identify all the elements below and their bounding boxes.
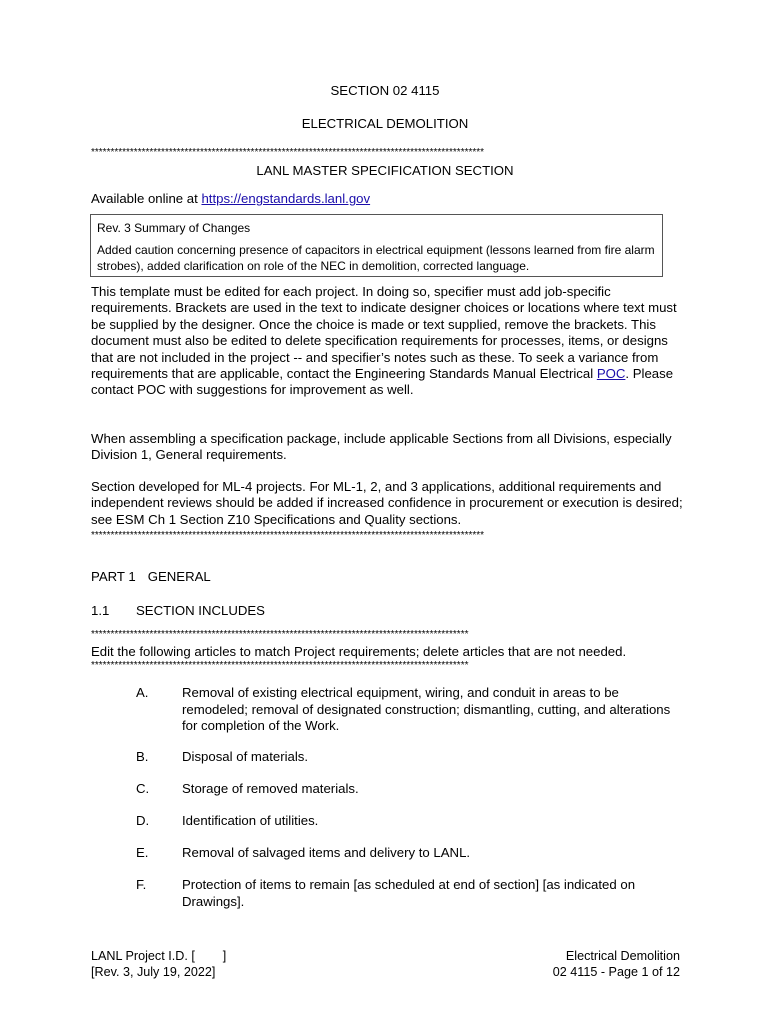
changes-box-title: Rev. 3 Summary of Changes <box>97 221 251 235</box>
separator-stars-top: ***************************************************************************************************** <box>91 148 485 158</box>
intro-paragraph-2: When assembling a specification package, include applicable Sections from all Divisions, especially Division 1, General requirements. <box>91 431 672 463</box>
available-online <box>91 191 370 206</box>
poc-link[interactable]: POC <box>596 366 626 382</box>
item-letter: B. <box>136 749 149 764</box>
available-prefix: Available online at <box>91 191 202 206</box>
section-number: SECTION 02 4115 <box>330 83 440 98</box>
item-text: Storage of removed materials. <box>182 781 359 796</box>
separator-stars-article: ************************************************************************************************* <box>91 630 469 640</box>
intro-p1-text-end: . Please contact POC with suggestions for improvement as well. <box>91 366 674 398</box>
item-letter: F. <box>136 877 147 892</box>
part-title: GENERAL <box>147 569 211 584</box>
item-text: Removal of salvaged items and delivery to LANL. <box>182 845 471 860</box>
footer-right <box>553 948 680 980</box>
part-label: PART 1 <box>91 569 136 584</box>
article-number: 1.1 <box>91 603 110 618</box>
intro-paragraph-1 <box>91 284 691 399</box>
footer-section-name: Electrical Demolition <box>565 949 680 963</box>
item-letter: A. <box>136 685 149 700</box>
master-spec-title: LANL MASTER SPECIFICATION SECTION <box>256 163 514 178</box>
part-1-heading <box>91 569 211 584</box>
changes-box-text: Added caution concerning presence of capacitors in electrical equipment (lessons learned from fire alarm strobes), added clarification on role of the NEC in demolition, corrected language. <box>97 243 655 273</box>
item-letter: E. <box>136 845 149 860</box>
item-letter: C. <box>136 781 150 796</box>
article-title: SECTION INCLUDES <box>136 603 265 618</box>
section-title: ELECTRICAL DEMOLITION <box>301 116 469 131</box>
separator-stars-article-end: ************************************************************************************************* <box>91 661 469 671</box>
footer-revision: [Rev. 3, July 19, 2022] <box>91 965 216 979</box>
engstandards-link[interactable]: https://engstandards.lanl.gov <box>201 191 371 206</box>
item-text: Protection of items to remain [as scheduled at end of section] [as indicated on Drawings]. <box>182 877 636 909</box>
item-letter: D. <box>136 813 150 828</box>
footer-project-id: LANL Project I.D. [ ] <box>91 949 227 963</box>
item-text: Removal of existing electrical equipment, wiring, and conduit in areas to be remodeled; removal of designated construction; dismantling, cutting, and alterations for completion of the Work. <box>182 685 671 734</box>
intro-p1-text: This template must be edited for each project. In doing so, specifier must add job-specific requirements. Brackets are used in the text to indicate designer choices or locations where text must be supplied by the designer. Once the choice is made or text supplied, remove the brackets. This document must also be edited to delete specification requirements for processes, items, or designs that are not included in the project -- and specifier’s notes such as these. To seek a variance from requirements that are applicable, contact the Engineering Standards Manual Electrical <box>91 284 677 382</box>
footer-left <box>91 948 226 980</box>
specifier-note: Edit the following articles to match Project requirements; delete articles that are not needed. <box>91 644 627 659</box>
summary-of-changes-box <box>90 214 663 277</box>
item-text: Disposal of materials. <box>182 749 309 764</box>
item-text: Identification of utilities. <box>182 813 319 828</box>
footer-page-number: 02 4115 - Page 1 of 12 <box>552 965 680 979</box>
intro-paragraph-3: Section developed for ML-4 projects. For ML-1, 2, and 3 applications, additional requirements and independent reviews should be added if increased confidence in procurement or execution is desired; see ESM Ch 1 Section Z10 Specifications and Quality sections. <box>91 479 683 527</box>
separator-stars-end: ***************************************************************************************************** <box>91 531 485 541</box>
